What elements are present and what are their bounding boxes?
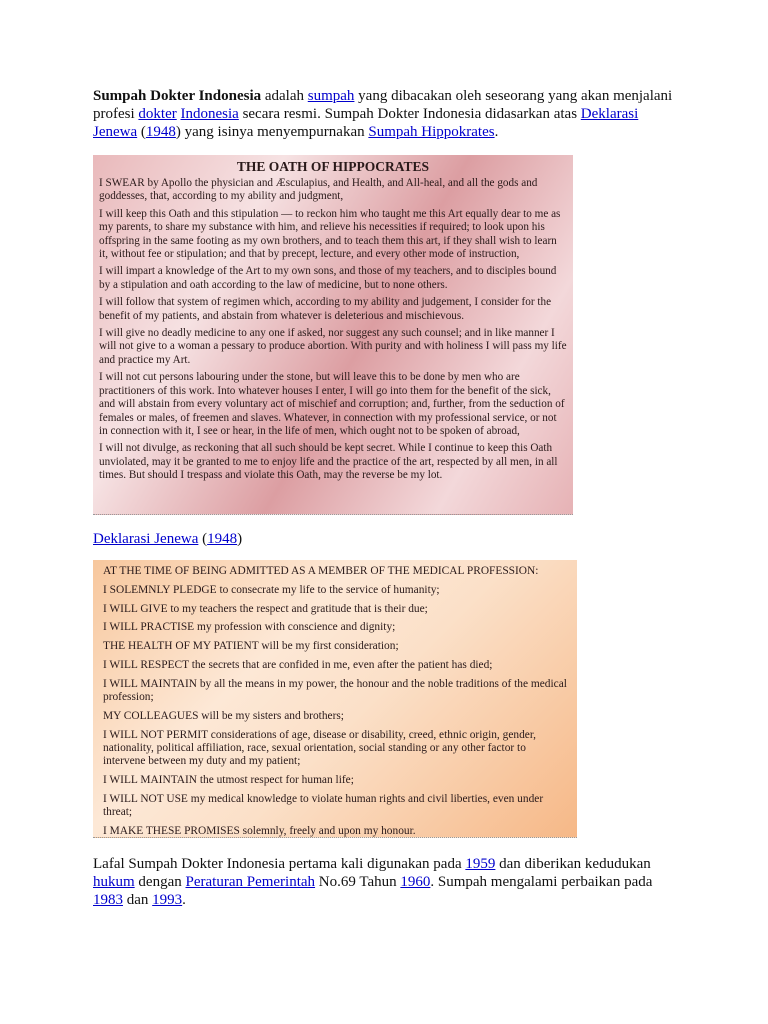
text: adalah	[261, 88, 308, 104]
text: secara resmi. Sumpah Dokter Indonesia didasarkan atas	[238, 106, 581, 122]
oath-paragraph: I SWEAR by Apollo the physician and Æsculapius, and Health, and All-heal, and all the gods and goddesses, that, according to my ability and judgment,	[99, 177, 538, 203]
geneva-line: I MAKE THESE PROMISES solemnly, freely and upon my honour.	[103, 824, 416, 837]
link-1948[interactable]: 1948	[207, 531, 238, 547]
geneva-declaration-image	[93, 560, 577, 838]
text: Lafal Sumpah Dokter Indonesia pertama kali digunakan pada	[93, 856, 466, 872]
link-1993[interactable]: 1993	[152, 892, 183, 908]
link-sumpah-hippokrates[interactable]: Sumpah Hippokrates	[368, 124, 495, 140]
text: dan diberikan kedudukan	[495, 856, 651, 872]
geneva-line: I WILL RESPECT the secrets that are confided in me, even after the patient has died;	[103, 658, 493, 671]
text: (	[198, 531, 208, 547]
hippocratic-oath-image	[93, 155, 573, 515]
text: dan	[123, 892, 153, 908]
text: dengan	[134, 874, 186, 890]
geneva-line: MY COLLEAGUES will be my sisters and brothers;	[103, 709, 344, 722]
geneva-line: I SOLEMNLY PLEDGE to consecrate my life to the service of humanity;	[103, 583, 440, 596]
geneva-line: I WILL NOT USE my medical knowledge to violate human rights and civil liberties, even under threat;	[103, 792, 544, 818]
text: (	[137, 124, 146, 140]
geneva-line: THE HEALTH OF MY PATIENT will be my first consideration;	[103, 640, 399, 653]
link-1960[interactable]: 1960	[400, 874, 431, 890]
link-peraturan-pemerintah[interactable]: Peraturan Pemerintah	[185, 874, 316, 890]
oath-title: THE OATH OF HIPPOCRATES	[236, 159, 430, 174]
link-1948[interactable]: 1948	[145, 124, 176, 140]
text: )	[237, 531, 243, 547]
geneva-caption	[93, 530, 683, 548]
oath-paragraph: I will give no deadly medicine to any one if asked, nor suggest any such counsel; and in like manner I will not give to a woman a pessary to produce abortion. With purity and with holiness I will pass my life and practice my Art.	[99, 327, 567, 366]
oath-paragraph: I will follow that system of regimen which, according to my ability and judgement, I consider for the benefit of my patients, and abstain from whatever is deleterious and mischievous.	[99, 296, 552, 322]
oath-paragraph: I will not divulge, as reckoning that all such should be kept secret. While I continue to keep this Oath unviolated, may it be granted to me to enjoy life and the practice of the art, respected by all men, in all times. But should I trespass and violate this Oath, may the reverse be my lot.	[99, 442, 558, 482]
geneva-line: I WILL MAINTAIN by all the means in my power, the honour and the noble traditions of the medical profession;	[103, 677, 567, 703]
text: yang dibacakan oleh seseorang yang akan menjalani profesi	[93, 88, 673, 122]
link-deklarasi-jenewa[interactable]: Deklarasi Jenewa	[93, 106, 639, 140]
text: .	[182, 892, 186, 908]
link-sumpah[interactable]: sumpah	[307, 88, 355, 104]
text: ) yang isinya menyempurnakan	[175, 124, 369, 140]
oath-paragraph: I will not cut persons labouring under the stone, but will leave this to be done by men who are practitioners of this work. Into whatever houses I enter, I will go into them for the benefit of the sick, and will abstain from every voluntary act of mischief and corruption; and, further, from the seduction of females or males, of freemen and slaves. Whatever, in connection with my professional service, or not in connection with it, I see or hear, in the life of men, which ought not to be spoken of abroad,	[99, 371, 565, 437]
link-deklarasi-jenewa[interactable]: Deklarasi Jenewa	[93, 531, 199, 547]
text: .	[494, 124, 499, 140]
oath-paragraph: I will keep this Oath and this stipulation — to reckon him who taught me this Art equally dear to me as my parents, to share my substance with him, and relieve his necessities if required; to look upon his offspring in the same footing as my own brothers, and to teach them this art, if they shall wish to learn it, without fee or stipulation; and that by precept, lecture, and every other mode of instruction,	[99, 207, 561, 261]
geneva-line: AT THE TIME OF BEING ADMITTED AS A MEMBER OF THE MEDICAL PROFESSION:	[103, 565, 539, 577]
link-hukum[interactable]: hukum	[93, 874, 135, 890]
link-1959[interactable]: 1959	[465, 856, 496, 872]
text: . Sumpah mengalami perbaikan pada	[430, 874, 653, 890]
intro-paragraph	[93, 87, 683, 141]
link-1983[interactable]: 1983	[93, 892, 123, 908]
outro-paragraph	[93, 855, 683, 909]
link-dokter[interactable]: dokter	[138, 106, 177, 122]
geneva-line: I WILL PRACTISE my profession with conscience and dignity;	[103, 621, 396, 634]
geneva-line: I WILL GIVE to my teachers the respect and gratitude that is their due;	[103, 602, 428, 615]
geneva-line: I WILL NOT PERMIT considerations of age, disease or disability, creed, ethnic origin, gender, nationality, political affiliation, race, sexual orientation, social standing or any other factor to intervene between my duty and my patient;	[103, 728, 537, 767]
intro-bold-title: Sumpah Dokter Indonesia	[93, 88, 262, 104]
link-indonesia[interactable]: Indonesia	[180, 106, 239, 122]
geneva-line: I WILL MAINTAIN the utmost respect for human life;	[103, 773, 354, 786]
oath-paragraph: I will impart a knowledge of the Art to my own sons, and those of my teachers, and to disciples bound by a stipulation and oath according to the law of medicine, but to none others.	[99, 265, 557, 291]
text: No.69 Tahun	[315, 874, 401, 890]
